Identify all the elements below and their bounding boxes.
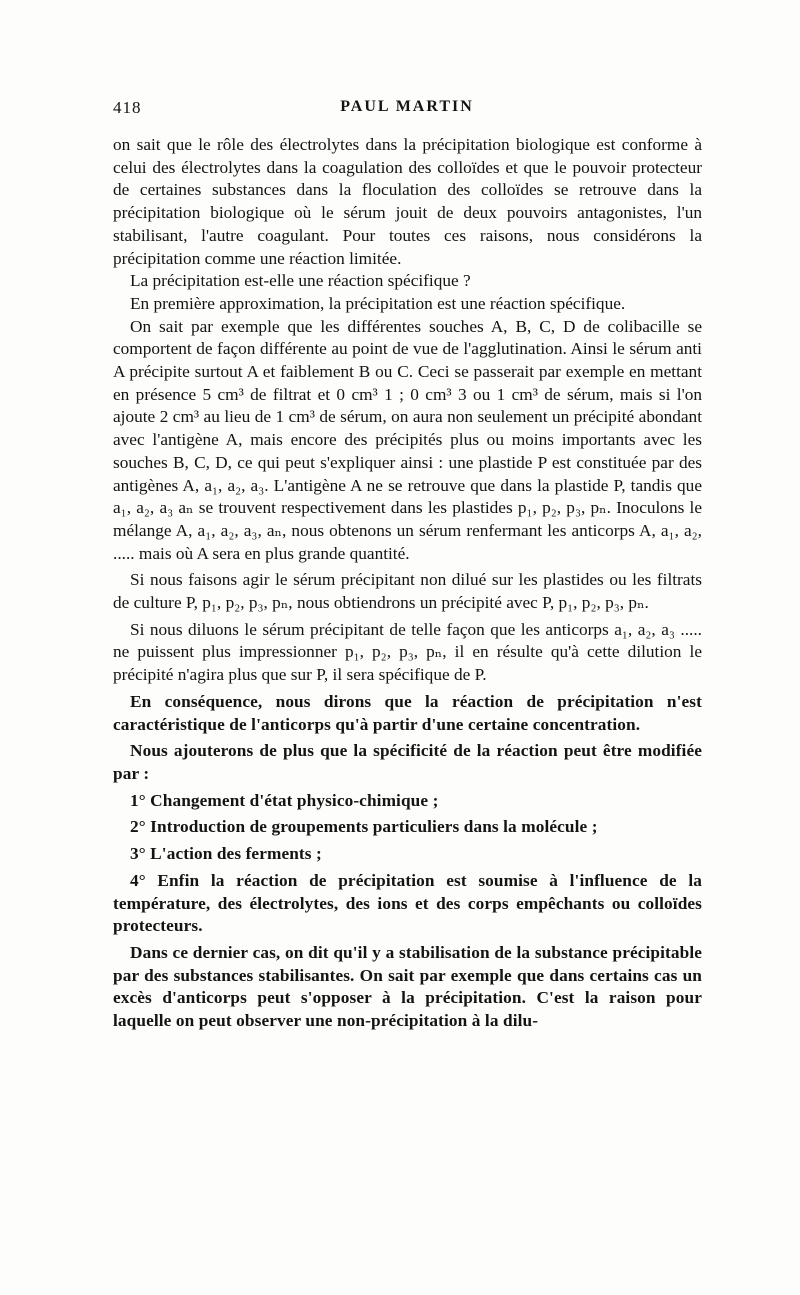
list-item: 3° L'action des ferments ; [130,844,322,864]
list-item: 4° Enfin la réaction de précipitation est soumise à l'influence de la température, des électrolytes, des ions et des corps empêchants ou colloïdes protecteurs. [113,870,702,936]
paragraph: La précipitation est-elle une réaction spécifique ? [130,271,471,291]
paragraph: on sait que le rôle des électrolytes dans la précipitation biologique est conforme à celui des électrolytes dans la coagulation des colloïdes et que le pouvoir protecteur de certaines substances dans la floculation des colloïdes se retrouve dans la précipitation biologique où le sérum jouit de deux pouvoirs antagonistes, l'un stabilisant, l'autre coagulant. Pour toutes ces raisons, nous considérons la précipitation comme une réaction limitée. [113,135,702,268]
paragraph: Nous ajouterons de plus que la spécificité de la réaction peut être modifiée par : [113,741,702,783]
paragraph: En première approximation, la précipitation est une réaction spécifique. [130,293,626,313]
running-head [113,98,701,122]
paragraph: Dans ce dernier cas, on dit qu'il y a stabilisation de la substance précipitable par des substances stabilisantes. On sait par exemple que dans certains cas un excès d'anticorps peut s'opposer à la précipitation. C'est la raison pour laquelle on peut observer une non-précipitation à la dilu- [113,942,702,1031]
paragraph: Si nous diluons le sérum précipitant de telle façon que les anticorps a₁, a₂, a₃ ..... ne puissent plus impressionner p₁, p₂, p₃, pₙ, il en résulte qu'à cette dilution le précipité n'agira plus que sur P, il sera spécifique de P. [113,619,702,685]
list-item: 1° Changement d'état physico-chimique ; [130,790,439,810]
page-number: 418 [113,98,142,117]
body-text [113,134,702,1033]
paragraph: En conséquence, nous dirons que la réaction de précipitation n'est caractéristique de l'anticorps qu'à partir d'une certaine concentration. [113,691,702,734]
paragraph: Si nous faisons agir le sérum précipitant non dilué sur les plastides ou les filtrats de culture P, p₁, p₂, p₃, pₙ, nous obtiendrons un précipité avec P, p₁, p₂, p₃, pₙ. [113,570,702,613]
paragraph: On sait par exemple que les différentes souches A, B, C, D de colibacille se comportent de façon différente au point de vue de l'agglutination. Ainsi le sérum anti A précipite surtout A et faiblement B ou C. Ceci se passerait par exemple en mettant en présence 5 cm³ de filtrat et 0 cm³ 1 ; 0 cm³ 3 ou 1 cm³ de sérum, mais si l'on ajoute 2 cm³ au lieu de 1 cm³ de sérum, on aura non seulement un précipité abondant avec l'antigène A, mais encore des précipités plus ou moins importants avec les souches B, C, D, ce qui peut s'expliquer ainsi : une plastide P est constituée par des antigènes A, a₁, a₂, a₃. L'antigène A ne se retrouve que dans la plastide P, tandis que a₁, a₂, a₃ aₙ se trouvent respectivement dans les plastides p₁, p₂, p₃, pₙ. Inoculons le mélange A, a₁, a₂, a₃, aₙ, nous obtenons un sérum renfermant les anticorps A, a₁, a₂, ..... mais où A sera en plus grande quantité. [113,316,702,563]
author-running-title: PAUL MARTIN [340,98,474,115]
list-item: 2° Introduction de groupements particuliers dans la molécule ; [130,817,598,837]
